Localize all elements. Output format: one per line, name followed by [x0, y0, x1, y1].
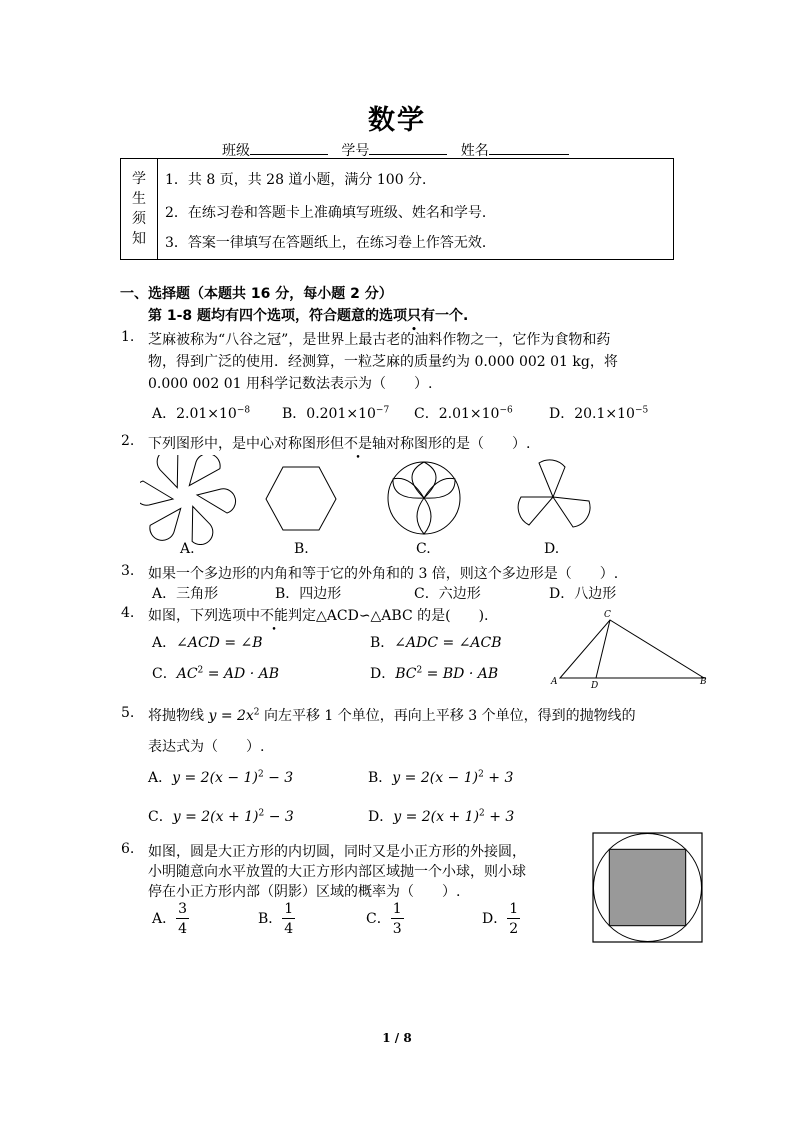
- option-d[interactable]: D．八边形: [549, 586, 617, 602]
- notice-line: 3．答案一律填写在答题纸上，在练习卷上作答无效．: [165, 235, 496, 251]
- question-number: 4.: [121, 605, 135, 621]
- name-label: 姓名: [460, 143, 489, 159]
- question-text: 小明随意向水平放置的大正方形内部区域抛一个小球，则小球: [148, 864, 526, 880]
- option-b[interactable]: B．∠ADC = ∠ACB: [370, 635, 502, 651]
- option-c[interactable]: C．六边形: [414, 586, 481, 602]
- q2-figures: [140, 455, 610, 545]
- question-number: 2.: [121, 433, 135, 449]
- student-info-line: [222, 140, 569, 160]
- option-a[interactable]: A． $\frac{3}{4}$: [152, 901, 188, 937]
- vertex-label-b: B: [700, 677, 707, 687]
- question-text: 如果一个多边形的内角和等于它的外角和的 3 倍，则这个多边形是（ ）.: [148, 566, 619, 582]
- question-number: 3.: [121, 563, 135, 579]
- page-number: 1 / 8: [382, 1031, 412, 1045]
- figure-label-c[interactable]: C.: [416, 541, 431, 557]
- question-number: 1.: [121, 329, 135, 345]
- question-number: 5.: [121, 705, 135, 721]
- option-a[interactable]: A．∠ACD = ∠B: [152, 635, 263, 651]
- question-text: 物，得到广泛的使用．经测算，一粒芝麻的质量约为 0.000 002 01 kg，将: [148, 354, 618, 370]
- figure-b-hexagon-icon: [266, 467, 336, 530]
- option-b[interactable]: B．$y = 2(x - 1)^2 + 3$: [368, 769, 514, 786]
- notice-header: 学 生 须 知: [121, 159, 158, 259]
- section-heading: 一、选择题（本题共 16 分，每小题 2 分）: [120, 286, 393, 302]
- q4-triangle-figure: [548, 606, 714, 688]
- option-c[interactable]: C．$AC^2$ = AD · AB: [152, 665, 279, 682]
- question-text: 0.000 002 01 用科学记数法表示为（ ）.: [148, 376, 433, 392]
- figure-c-circle-petals-icon: [388, 462, 460, 534]
- notice-box: [120, 158, 674, 260]
- figure-label-d[interactable]: D.: [544, 541, 560, 557]
- section-instruction: 第 1-8 题均有四个选项，符合题意的选项只有一个.: [148, 308, 469, 324]
- option-c[interactable]: C． $\frac{1}{3}$: [366, 901, 402, 937]
- id-blank[interactable]: [369, 140, 447, 155]
- option-a[interactable]: A．三角形: [152, 586, 219, 602]
- figure-d-fan-icon: [518, 460, 590, 527]
- notice-line: 2．在练习卷和答题卡上准确填写班级、姓名和学号．: [165, 205, 496, 221]
- page-title: 数学: [368, 105, 426, 136]
- question-text: 如图，圆是大正方形的内切圆，同时又是小正方形的外接圆，: [148, 844, 526, 860]
- question-text: 芝麻被称为“八谷之冠”，是世界上最古老的油料作物之一，它作为食物和药: [148, 332, 611, 348]
- vertex-label-d: D: [591, 681, 599, 688]
- option-d[interactable]: D． $\frac{1}{2}$: [482, 901, 519, 937]
- question-text: 表达式为（ ）.: [148, 739, 265, 755]
- option-c[interactable]: C．$y = 2(x + 1)^2 - 3$: [148, 808, 294, 825]
- option-b[interactable]: B． $\frac{1}{4}$: [258, 901, 294, 937]
- vertex-label-a: A: [551, 677, 558, 687]
- notice-line: 1．共 8 页，共 28 道小题，满分 100 分．: [165, 172, 437, 188]
- option-b[interactable]: B．$0.201\times 10^{-7}$: [282, 405, 390, 422]
- question-text: 如图，下列选项中不能判定△ACD∽△ABC 的是( ).: [148, 608, 489, 624]
- option-a[interactable]: A．$y = 2(x - 1)^2 - 3$: [148, 769, 294, 786]
- question-text: 停在小正方形内部（阴影）区域的概率为（ ）.: [148, 884, 461, 900]
- question-text: 下列图形中，是中心对称图形但不是轴对称图形的是（ ）.: [148, 436, 531, 452]
- class-label: 班级: [222, 143, 250, 159]
- figure-label-b[interactable]: B.: [294, 541, 309, 557]
- class-blank[interactable]: [250, 140, 328, 155]
- option-b[interactable]: B．四边形: [275, 586, 342, 602]
- q6-square-circle-figure: [592, 832, 704, 944]
- name-blank[interactable]: [489, 140, 569, 155]
- option-d[interactable]: D．$20.1\times 10^{-5}$: [549, 405, 649, 422]
- option-d[interactable]: D．$y = 2(x + 1)^2 + 3$: [368, 808, 515, 825]
- id-label: 学号: [341, 143, 370, 159]
- question-text: 将抛物线 $y = 2x^2$ 向左平移 1 个单位，再向上平移 3 个单位，得到的抛物线的: [148, 707, 636, 724]
- option-c[interactable]: C．$2.01\times 10^{-6}$: [414, 405, 513, 422]
- question-number: 6.: [121, 841, 135, 857]
- figure-label-a[interactable]: A.: [180, 541, 195, 557]
- figure-a-pinwheel-icon: [140, 455, 236, 545]
- option-d[interactable]: D．$BC^2$ = BD · AB: [370, 665, 499, 682]
- option-a[interactable]: A．$2.01\times 10^{-8}$: [152, 405, 251, 422]
- vertex-label-c: C: [604, 610, 611, 620]
